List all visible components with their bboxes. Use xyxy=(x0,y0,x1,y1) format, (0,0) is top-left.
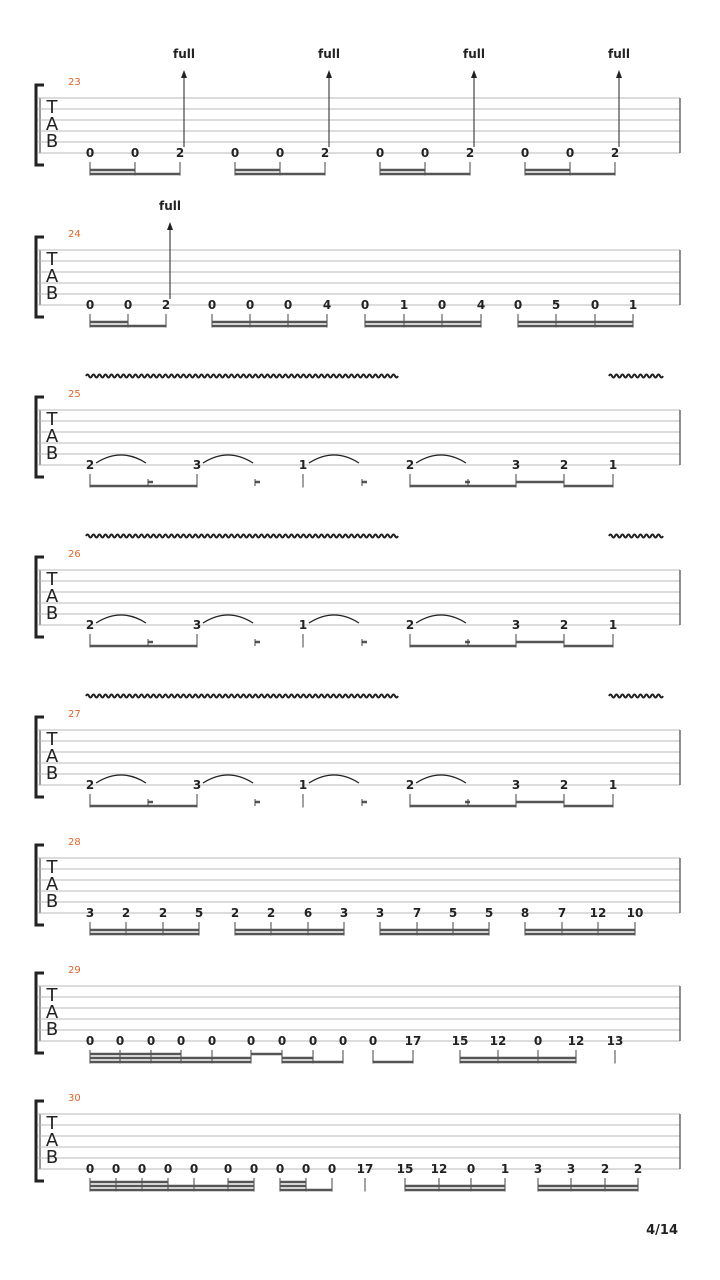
fret-number: 0 xyxy=(163,1162,173,1176)
fret-number: 0 xyxy=(85,1034,95,1048)
fret-number: 12 xyxy=(489,1034,507,1048)
fret-number: 3 xyxy=(533,1162,543,1176)
tab-clef-letter: A xyxy=(45,1130,59,1151)
fret-number: 0 xyxy=(207,1034,217,1048)
fret-number: 0 xyxy=(111,1162,121,1176)
measure-number: 25 xyxy=(68,389,81,400)
fret-number: 2 xyxy=(465,146,475,160)
tie-arc xyxy=(416,775,466,783)
fret-number: 12 xyxy=(430,1162,448,1176)
bend-label: full xyxy=(159,199,181,213)
fret-number: 15 xyxy=(396,1162,414,1176)
fret-number: 2 xyxy=(405,458,415,472)
tab-clef-letter: T xyxy=(46,569,58,590)
tab-clef-letter: T xyxy=(46,729,58,750)
fret-number: 2 xyxy=(85,618,95,632)
tab-system-24 xyxy=(36,199,680,328)
tab-clef-letter: B xyxy=(45,763,59,784)
tie-arc xyxy=(309,615,359,623)
fret-number: 2 xyxy=(405,618,415,632)
fret-number: 0 xyxy=(123,298,133,312)
fret-number: 4 xyxy=(322,298,332,312)
bend-label: full xyxy=(608,47,630,61)
fret-number: 17 xyxy=(404,1034,422,1048)
fret-number: 3 xyxy=(511,618,521,632)
tab-system-26 xyxy=(36,535,680,648)
fret-number: 3 xyxy=(85,906,95,920)
measure-number: 26 xyxy=(68,549,81,560)
fret-number: 3 xyxy=(339,906,349,920)
fret-number: 5 xyxy=(484,906,494,920)
fret-number: 0 xyxy=(85,1162,95,1176)
tab-system-29 xyxy=(36,965,680,1064)
tie-arc xyxy=(96,455,146,463)
vibrato-line xyxy=(609,375,663,378)
fret-number: 0 xyxy=(275,1162,285,1176)
bend-label: full xyxy=(173,47,195,61)
tab-clef-letter: B xyxy=(45,283,59,304)
fret-number: 1 xyxy=(298,618,308,632)
fret-number: 0 xyxy=(137,1162,147,1176)
fret-number: 1 xyxy=(298,778,308,792)
tab-clef-letter: A xyxy=(45,874,59,895)
tab-clef-letter: B xyxy=(45,131,59,152)
fret-number: 17 xyxy=(356,1162,374,1176)
fret-number: 2 xyxy=(266,906,276,920)
fret-number: 0 xyxy=(283,298,293,312)
fret-number: 2 xyxy=(158,906,168,920)
fret-number: 0 xyxy=(301,1162,311,1176)
fret-number: 2 xyxy=(610,146,620,160)
fret-number: 0 xyxy=(533,1034,543,1048)
tab-clef-letter: A xyxy=(45,746,59,767)
tab-clef-letter: T xyxy=(46,857,58,878)
fret-number: 0 xyxy=(245,298,255,312)
bend-arrow xyxy=(326,70,332,78)
measure-number: 27 xyxy=(68,709,81,720)
fret-number: 4 xyxy=(476,298,486,312)
fret-number: 2 xyxy=(320,146,330,160)
fret-number: 5 xyxy=(194,906,204,920)
fret-number: 0 xyxy=(375,146,385,160)
fret-number: 0 xyxy=(189,1162,199,1176)
bend-arrow xyxy=(471,70,477,78)
fret-number: 0 xyxy=(85,298,95,312)
fret-number: 0 xyxy=(275,146,285,160)
fret-number: 7 xyxy=(412,906,422,920)
fret-number: 1 xyxy=(500,1162,510,1176)
tab-clef-letter: B xyxy=(45,603,59,624)
fret-number: 2 xyxy=(175,146,185,160)
fret-number: 8 xyxy=(520,906,530,920)
bend-label: full xyxy=(463,47,485,61)
bend-arrow xyxy=(181,70,187,78)
fret-number: 1 xyxy=(608,778,618,792)
tab-system-27 xyxy=(36,695,680,808)
tab-clef-letter: T xyxy=(46,97,58,118)
vibrato-line xyxy=(86,375,398,378)
fret-number: 2 xyxy=(161,298,171,312)
fret-number: 0 xyxy=(338,1034,348,1048)
fret-number: 2 xyxy=(405,778,415,792)
fret-number: 1 xyxy=(608,458,618,472)
fret-number: 3 xyxy=(192,618,202,632)
tie-arc xyxy=(309,775,359,783)
fret-number: 2 xyxy=(600,1162,610,1176)
fret-number: 0 xyxy=(513,298,523,312)
fret-number: 2 xyxy=(85,458,95,472)
tab-clef-letter: A xyxy=(45,266,59,287)
vibrato-line xyxy=(609,695,663,698)
fret-number: 2 xyxy=(230,906,240,920)
fret-number: 0 xyxy=(277,1034,287,1048)
tab-system-23 xyxy=(36,47,680,176)
measure-number: 24 xyxy=(68,229,81,240)
tie-arc xyxy=(416,615,466,623)
tie-arc xyxy=(203,455,253,463)
measure-number: 29 xyxy=(68,965,81,976)
fret-number: 0 xyxy=(368,1034,378,1048)
fret-number: 15 xyxy=(451,1034,469,1048)
fret-number: 0 xyxy=(146,1034,156,1048)
tie-arc xyxy=(96,775,146,783)
measure-number: 23 xyxy=(68,77,81,88)
tab-clef-letter: A xyxy=(45,426,59,447)
tab-clef-letter: B xyxy=(45,1019,59,1040)
fret-number: 0 xyxy=(590,298,600,312)
fret-number: 0 xyxy=(176,1034,186,1048)
fret-number: 3 xyxy=(192,778,202,792)
fret-number: 0 xyxy=(249,1162,259,1176)
fret-number: 2 xyxy=(559,778,569,792)
fret-number: 2 xyxy=(85,778,95,792)
fret-number: 0 xyxy=(115,1034,125,1048)
tie-arc xyxy=(203,615,253,623)
measure-number: 30 xyxy=(68,1093,81,1104)
tab-clef-letter: B xyxy=(45,443,59,464)
fret-number: 1 xyxy=(399,298,409,312)
fret-number: 5 xyxy=(551,298,561,312)
fret-number: 6 xyxy=(303,906,313,920)
tab-clef-letter: T xyxy=(46,249,58,270)
fret-number: 12 xyxy=(589,906,607,920)
fret-number: 0 xyxy=(130,146,140,160)
bend-arrow xyxy=(167,222,173,230)
fret-number: 0 xyxy=(360,298,370,312)
tab-system-30 xyxy=(36,1093,680,1192)
fret-number: 0 xyxy=(230,146,240,160)
fret-number: 12 xyxy=(567,1034,585,1048)
fret-number: 0 xyxy=(223,1162,233,1176)
fret-number: 0 xyxy=(520,146,530,160)
fret-number: 0 xyxy=(466,1162,476,1176)
fret-number: 13 xyxy=(606,1034,624,1048)
fret-number: 0 xyxy=(437,298,447,312)
tab-system-25 xyxy=(36,375,680,488)
tie-arc xyxy=(416,455,466,463)
tab-clef-letter: T xyxy=(46,985,58,1006)
tab-clef-letter: B xyxy=(45,891,59,912)
fret-number: 10 xyxy=(626,906,644,920)
fret-number: 2 xyxy=(121,906,131,920)
fret-number: 2 xyxy=(559,458,569,472)
fret-number: 1 xyxy=(608,618,618,632)
fret-number: 3 xyxy=(375,906,385,920)
fret-number: 7 xyxy=(557,906,567,920)
fret-number: 5 xyxy=(448,906,458,920)
fret-number: 0 xyxy=(327,1162,337,1176)
fret-number: 0 xyxy=(207,298,217,312)
fret-number: 0 xyxy=(420,146,430,160)
vibrato-line xyxy=(86,695,398,698)
tab-clef-letter: A xyxy=(45,114,59,135)
vibrato-line xyxy=(609,535,663,538)
tie-arc xyxy=(309,455,359,463)
bend-label: full xyxy=(318,47,340,61)
tie-arc xyxy=(203,775,253,783)
fret-number: 0 xyxy=(565,146,575,160)
tab-system-28 xyxy=(36,837,680,936)
fret-number: 2 xyxy=(559,618,569,632)
fret-number: 2 xyxy=(633,1162,643,1176)
tab-clef-letter: B xyxy=(45,1147,59,1168)
vibrato-line xyxy=(86,535,398,538)
tab-clef-letter: T xyxy=(46,409,58,430)
fret-number: 3 xyxy=(192,458,202,472)
measure-number: 28 xyxy=(68,837,81,848)
tie-arc xyxy=(96,615,146,623)
fret-number: 0 xyxy=(85,146,95,160)
fret-number: 3 xyxy=(566,1162,576,1176)
bend-arrow xyxy=(616,70,622,78)
fret-number: 1 xyxy=(298,458,308,472)
fret-number: 3 xyxy=(511,458,521,472)
tab-clef-letter: A xyxy=(45,1002,59,1023)
page-number: 4/14 xyxy=(646,1223,678,1238)
tab-clef-letter: T xyxy=(46,1113,58,1134)
fret-number: 0 xyxy=(308,1034,318,1048)
fret-number: 1 xyxy=(628,298,638,312)
fret-number: 3 xyxy=(511,778,521,792)
fret-number: 0 xyxy=(246,1034,256,1048)
tab-clef-letter: A xyxy=(45,586,59,607)
